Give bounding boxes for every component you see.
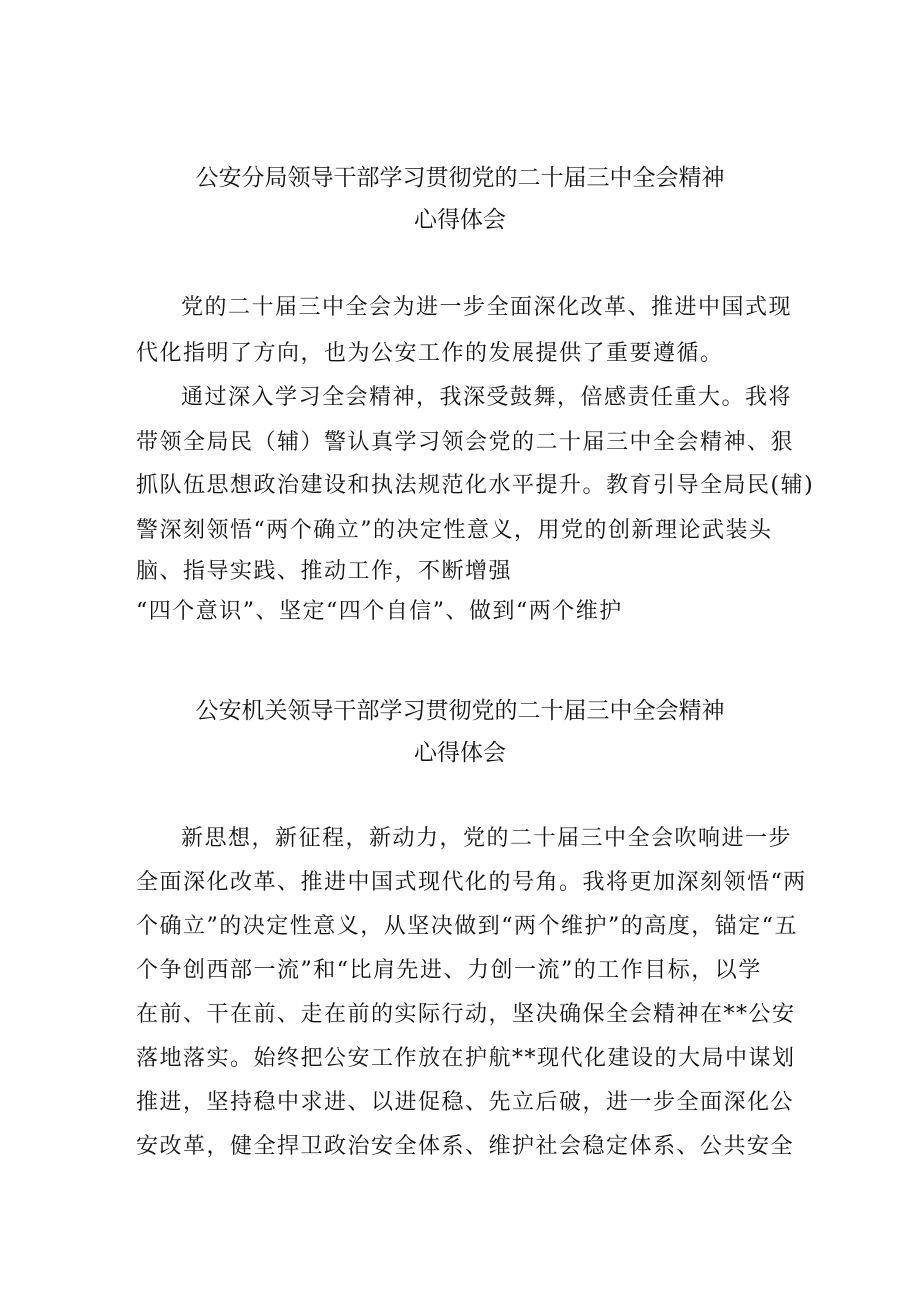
section2-title	[0, 690, 920, 774]
section2-title-line2: 心得体会	[414, 740, 506, 766]
section2-line-5: 在前、干在前、走在前的实际行动，坚决确保全会精神在**公安	[136, 1002, 796, 1027]
section1-title-line2: 心得体会	[414, 207, 506, 233]
section2-line-8: 安改革，健全捍卫政治安全体系、维护社会稳定体系、公共安全	[136, 1134, 795, 1159]
section2-line-3: 个确立”的决定性意义，从坚决做到“两个维护”的高度，锚定“五	[136, 914, 798, 939]
section1-line-6: 警深刻领悟“两个确立”的决定性意义，用党的创新理论武装头	[136, 518, 773, 543]
section1-line-1: 党的二十届三中全会为进一步全面深化改革、推进中国式现	[181, 295, 793, 320]
section2-line-7: 推进，坚持稳中求进、以进促稳、先立后破，进一步全面深化公	[136, 1090, 795, 1115]
section1-line-4: 带领全局民（辅）警认真学习领会党的二十届三中全会精神、狠	[136, 430, 795, 455]
section1-title-line1: 公安分局领导干部学习贯彻党的二十届三中全会精神	[195, 165, 725, 191]
section2-title-line1: 公安机关领导干部学习贯彻党的二十届三中全会精神	[195, 698, 725, 724]
section1-line-3: 通过深入学习全会精神，我深受鼓舞，倍感责任重大。我将	[181, 385, 793, 410]
section1-line-2: 代化指明了方向，也为公安工作的发展提供了重要遵循。	[136, 341, 724, 366]
section1-line-7: 脑、指导实践、推动工作，不断增强	[136, 559, 513, 584]
section2-line-6: 落地落实。始终把公安工作放在护航**现代化建设的大局中谋划	[136, 1046, 796, 1071]
section2-line-1: 新思想，新征程，新动力，党的二十届三中全会吹响进一步	[181, 826, 793, 851]
section1-title	[0, 157, 920, 241]
section2-line-2: 全面深化改革、推进中国式现代化的号角。我将更加深刻领悟“两	[136, 870, 807, 895]
section1-line-5: 抓队伍思想政治建设和执法规范化水平提升。教育引导全局民(辅)	[136, 473, 815, 498]
section1-line-8: “四个意识”、坚定“四个自信”、做到“两个维护	[136, 599, 623, 624]
section2-line-4: 个争创西部一流”和“比肩先进、力创一流”的工作目标，以学	[136, 958, 762, 983]
